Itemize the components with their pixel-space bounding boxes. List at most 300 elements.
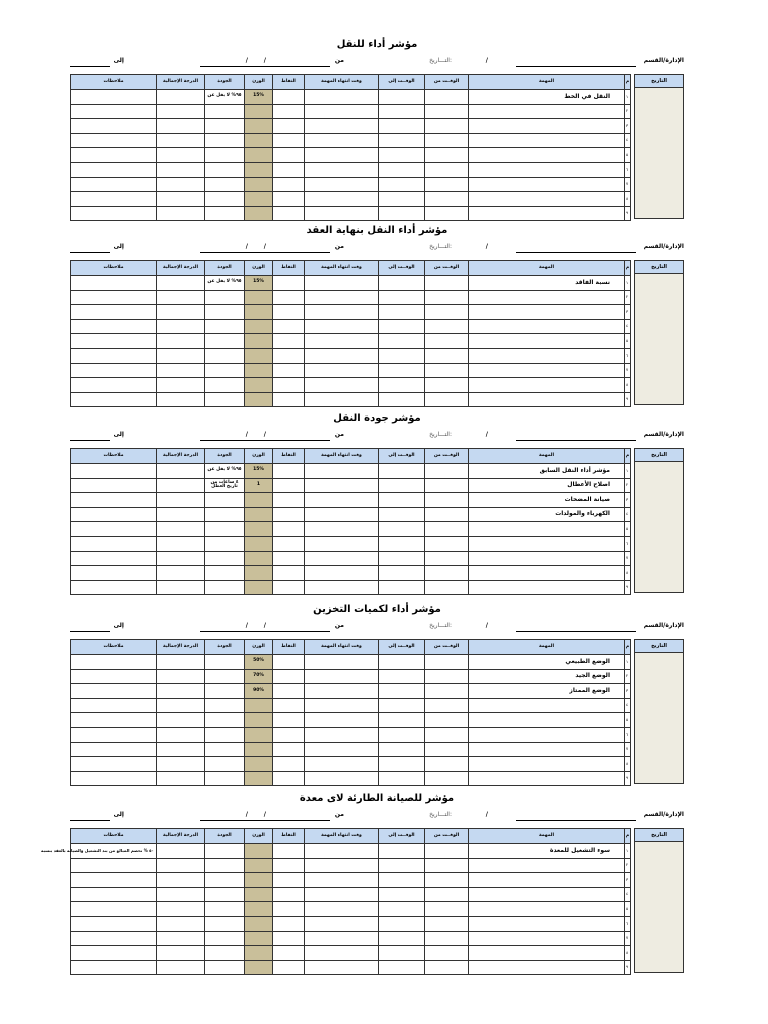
- finish-time-cell[interactable]: [305, 206, 379, 221]
- end-time-cell[interactable]: [379, 742, 425, 757]
- quality-cell[interactable]: [205, 206, 245, 221]
- total-cell[interactable]: [157, 319, 205, 334]
- task-cell[interactable]: الوضع الممتاز: [469, 684, 625, 699]
- quality-cell[interactable]: [205, 319, 245, 334]
- weight-cell[interactable]: [245, 305, 273, 320]
- task-cell[interactable]: مؤشر أداء النقل السابق: [469, 464, 625, 479]
- task-cell[interactable]: [469, 334, 625, 349]
- weight-cell[interactable]: [245, 960, 273, 975]
- start-time-cell[interactable]: [425, 319, 469, 334]
- points-cell[interactable]: [273, 148, 305, 163]
- end-time-cell[interactable]: [379, 363, 425, 378]
- total-cell[interactable]: [157, 580, 205, 595]
- start-time-cell[interactable]: [425, 392, 469, 407]
- weight-cell[interactable]: [245, 873, 273, 888]
- notes-cell[interactable]: [71, 348, 157, 363]
- points-cell[interactable]: [273, 478, 305, 493]
- quality-cell[interactable]: [205, 334, 245, 349]
- weight-cell[interactable]: 90%: [245, 684, 273, 699]
- notes-cell[interactable]: [71, 507, 157, 522]
- notes-cell[interactable]: [71, 551, 157, 566]
- finish-time-cell[interactable]: [305, 916, 379, 931]
- quality-cell[interactable]: [205, 551, 245, 566]
- start-time-cell[interactable]: [425, 902, 469, 917]
- finish-time-cell[interactable]: [305, 536, 379, 551]
- total-cell[interactable]: [157, 348, 205, 363]
- end-time-cell[interactable]: [379, 192, 425, 207]
- quality-cell[interactable]: [205, 305, 245, 320]
- weight-cell[interactable]: [245, 522, 273, 537]
- notes-cell[interactable]: [71, 104, 157, 119]
- notes-cell[interactable]: [71, 887, 157, 902]
- end-time-cell[interactable]: [379, 104, 425, 119]
- end-time-cell[interactable]: [379, 493, 425, 508]
- task-cell[interactable]: [469, 119, 625, 134]
- end-time-cell[interactable]: [379, 931, 425, 946]
- total-cell[interactable]: [157, 902, 205, 917]
- total-cell[interactable]: [157, 305, 205, 320]
- date-column-cell[interactable]: [634, 842, 684, 973]
- dept-field-line[interactable]: [516, 440, 636, 441]
- start-time-cell[interactable]: [425, 873, 469, 888]
- points-cell[interactable]: [273, 392, 305, 407]
- points-cell[interactable]: [273, 946, 305, 961]
- start-time-cell[interactable]: [425, 290, 469, 305]
- end-time-cell[interactable]: [379, 162, 425, 177]
- notes-cell[interactable]: [71, 916, 157, 931]
- finish-time-cell[interactable]: [305, 162, 379, 177]
- quality-cell[interactable]: [205, 916, 245, 931]
- weight-cell[interactable]: [245, 858, 273, 873]
- end-time-cell[interactable]: [379, 305, 425, 320]
- weight-cell[interactable]: [245, 493, 273, 508]
- task-cell[interactable]: [469, 946, 625, 961]
- task-cell[interactable]: [469, 363, 625, 378]
- points-cell[interactable]: [273, 493, 305, 508]
- finish-time-cell[interactable]: [305, 192, 379, 207]
- quality-cell[interactable]: [205, 858, 245, 873]
- notes-cell[interactable]: ٥٠ % تخصم المبالغ من بند التشغيل والصيانة بالعقد بنسبة: [71, 844, 157, 859]
- points-cell[interactable]: [273, 580, 305, 595]
- quality-cell[interactable]: [205, 148, 245, 163]
- quality-cell[interactable]: [205, 133, 245, 148]
- weight-cell[interactable]: [245, 580, 273, 595]
- notes-cell[interactable]: [71, 177, 157, 192]
- finish-time-cell[interactable]: [305, 363, 379, 378]
- to-field-line[interactable]: [70, 820, 110, 821]
- task-cell[interactable]: الوضع الجيد: [469, 669, 625, 684]
- quality-cell[interactable]: [205, 931, 245, 946]
- total-cell[interactable]: [157, 206, 205, 221]
- finish-time-cell[interactable]: [305, 90, 379, 105]
- finish-time-cell[interactable]: [305, 348, 379, 363]
- task-cell[interactable]: الكهرباء والمولدات: [469, 507, 625, 522]
- total-cell[interactable]: [157, 148, 205, 163]
- points-cell[interactable]: [273, 90, 305, 105]
- weight-cell[interactable]: [245, 742, 273, 757]
- start-time-cell[interactable]: [425, 276, 469, 291]
- notes-cell[interactable]: [71, 946, 157, 961]
- from-field-line[interactable]: [200, 66, 330, 67]
- end-time-cell[interactable]: [379, 771, 425, 786]
- start-time-cell[interactable]: [425, 887, 469, 902]
- end-time-cell[interactable]: [379, 90, 425, 105]
- end-time-cell[interactable]: [379, 858, 425, 873]
- quality-cell[interactable]: [205, 162, 245, 177]
- notes-cell[interactable]: [71, 319, 157, 334]
- points-cell[interactable]: [273, 844, 305, 859]
- weight-cell[interactable]: [245, 392, 273, 407]
- total-cell[interactable]: [157, 669, 205, 684]
- finish-time-cell[interactable]: [305, 551, 379, 566]
- task-cell[interactable]: [469, 192, 625, 207]
- quality-cell[interactable]: ٩٥% لا يقل عن: [205, 464, 245, 479]
- start-time-cell[interactable]: [425, 844, 469, 859]
- quality-cell[interactable]: [205, 392, 245, 407]
- total-cell[interactable]: [157, 742, 205, 757]
- notes-cell[interactable]: [71, 742, 157, 757]
- task-cell[interactable]: صيانة المضخات: [469, 493, 625, 508]
- end-time-cell[interactable]: [379, 551, 425, 566]
- weight-cell[interactable]: [245, 844, 273, 859]
- task-cell[interactable]: [469, 133, 625, 148]
- end-time-cell[interactable]: [379, 290, 425, 305]
- quality-cell[interactable]: [205, 290, 245, 305]
- total-cell[interactable]: [157, 873, 205, 888]
- notes-cell[interactable]: [71, 960, 157, 975]
- points-cell[interactable]: [273, 669, 305, 684]
- start-time-cell[interactable]: [425, 148, 469, 163]
- task-cell[interactable]: [469, 319, 625, 334]
- points-cell[interactable]: [273, 566, 305, 581]
- weight-cell[interactable]: [245, 698, 273, 713]
- weight-cell[interactable]: [245, 348, 273, 363]
- task-cell[interactable]: [469, 392, 625, 407]
- weight-cell[interactable]: [245, 148, 273, 163]
- start-time-cell[interactable]: [425, 771, 469, 786]
- points-cell[interactable]: [273, 727, 305, 742]
- points-cell[interactable]: [273, 887, 305, 902]
- task-cell[interactable]: [469, 858, 625, 873]
- end-time-cell[interactable]: [379, 960, 425, 975]
- points-cell[interactable]: [273, 177, 305, 192]
- quality-cell[interactable]: [205, 713, 245, 728]
- to-field-line[interactable]: [70, 440, 110, 441]
- start-time-cell[interactable]: [425, 363, 469, 378]
- total-cell[interactable]: [157, 655, 205, 670]
- weight-cell[interactable]: [245, 334, 273, 349]
- task-cell[interactable]: [469, 522, 625, 537]
- notes-cell[interactable]: [71, 305, 157, 320]
- start-time-cell[interactable]: [425, 551, 469, 566]
- total-cell[interactable]: [157, 727, 205, 742]
- finish-time-cell[interactable]: [305, 148, 379, 163]
- quality-cell[interactable]: [205, 363, 245, 378]
- points-cell[interactable]: [273, 119, 305, 134]
- total-cell[interactable]: [157, 887, 205, 902]
- finish-time-cell[interactable]: [305, 305, 379, 320]
- weight-cell[interactable]: [245, 162, 273, 177]
- points-cell[interactable]: [273, 192, 305, 207]
- total-cell[interactable]: [157, 684, 205, 699]
- total-cell[interactable]: [157, 844, 205, 859]
- from-field-line[interactable]: [200, 252, 330, 253]
- task-cell[interactable]: [469, 162, 625, 177]
- start-time-cell[interactable]: [425, 507, 469, 522]
- total-cell[interactable]: [157, 931, 205, 946]
- from-field-line[interactable]: [200, 820, 330, 821]
- points-cell[interactable]: [273, 858, 305, 873]
- points-cell[interactable]: [273, 378, 305, 393]
- notes-cell[interactable]: [71, 392, 157, 407]
- weight-cell[interactable]: 15%: [245, 464, 273, 479]
- task-cell[interactable]: الوضع الطبيعي: [469, 655, 625, 670]
- finish-time-cell[interactable]: [305, 334, 379, 349]
- notes-cell[interactable]: [71, 669, 157, 684]
- task-cell[interactable]: [469, 378, 625, 393]
- task-cell[interactable]: النقل في الخط: [469, 90, 625, 105]
- finish-time-cell[interactable]: [305, 478, 379, 493]
- notes-cell[interactable]: [71, 363, 157, 378]
- start-time-cell[interactable]: [425, 713, 469, 728]
- points-cell[interactable]: [273, 551, 305, 566]
- end-time-cell[interactable]: [379, 206, 425, 221]
- weight-cell[interactable]: [245, 363, 273, 378]
- end-time-cell[interactable]: [379, 276, 425, 291]
- end-time-cell[interactable]: [379, 119, 425, 134]
- task-cell[interactable]: [469, 771, 625, 786]
- notes-cell[interactable]: [71, 478, 157, 493]
- total-cell[interactable]: [157, 916, 205, 931]
- points-cell[interactable]: [273, 522, 305, 537]
- quality-cell[interactable]: [205, 104, 245, 119]
- end-time-cell[interactable]: [379, 507, 425, 522]
- points-cell[interactable]: [273, 133, 305, 148]
- task-cell[interactable]: [469, 536, 625, 551]
- points-cell[interactable]: [273, 290, 305, 305]
- start-time-cell[interactable]: [425, 960, 469, 975]
- weight-cell[interactable]: [245, 206, 273, 221]
- total-cell[interactable]: [157, 119, 205, 134]
- end-time-cell[interactable]: [379, 478, 425, 493]
- points-cell[interactable]: [273, 771, 305, 786]
- finish-time-cell[interactable]: [305, 464, 379, 479]
- start-time-cell[interactable]: [425, 931, 469, 946]
- task-cell[interactable]: اصلاح الأعطال: [469, 478, 625, 493]
- notes-cell[interactable]: [71, 873, 157, 888]
- quality-cell[interactable]: [205, 536, 245, 551]
- points-cell[interactable]: [273, 305, 305, 320]
- total-cell[interactable]: [157, 464, 205, 479]
- total-cell[interactable]: [157, 177, 205, 192]
- start-time-cell[interactable]: [425, 119, 469, 134]
- notes-cell[interactable]: [71, 522, 157, 537]
- quality-cell[interactable]: ٩٥% لا يقل عن: [205, 276, 245, 291]
- end-time-cell[interactable]: [379, 873, 425, 888]
- end-time-cell[interactable]: [379, 334, 425, 349]
- notes-cell[interactable]: [71, 698, 157, 713]
- notes-cell[interactable]: [71, 290, 157, 305]
- total-cell[interactable]: [157, 276, 205, 291]
- start-time-cell[interactable]: [425, 757, 469, 772]
- quality-cell[interactable]: ٤ ساعات من تاريخ العطل: [205, 478, 245, 493]
- date-column-cell[interactable]: [634, 88, 684, 219]
- weight-cell[interactable]: [245, 916, 273, 931]
- total-cell[interactable]: [157, 334, 205, 349]
- task-cell[interactable]: [469, 960, 625, 975]
- task-cell[interactable]: [469, 348, 625, 363]
- points-cell[interactable]: [273, 698, 305, 713]
- total-cell[interactable]: [157, 478, 205, 493]
- finish-time-cell[interactable]: [305, 931, 379, 946]
- quality-cell[interactable]: [205, 742, 245, 757]
- total-cell[interactable]: [157, 771, 205, 786]
- dept-field-line[interactable]: [516, 631, 636, 632]
- quality-cell[interactable]: [205, 960, 245, 975]
- points-cell[interactable]: [273, 206, 305, 221]
- to-field-line[interactable]: [70, 66, 110, 67]
- points-cell[interactable]: [273, 536, 305, 551]
- end-time-cell[interactable]: [379, 727, 425, 742]
- quality-cell[interactable]: [205, 844, 245, 859]
- quality-cell[interactable]: [205, 669, 245, 684]
- start-time-cell[interactable]: [425, 133, 469, 148]
- total-cell[interactable]: [157, 162, 205, 177]
- weight-cell[interactable]: [245, 727, 273, 742]
- notes-cell[interactable]: [71, 119, 157, 134]
- end-time-cell[interactable]: [379, 522, 425, 537]
- task-cell[interactable]: [469, 566, 625, 581]
- quality-cell[interactable]: [205, 873, 245, 888]
- task-cell[interactable]: [469, 902, 625, 917]
- date-column-cell[interactable]: [634, 462, 684, 593]
- finish-time-cell[interactable]: [305, 493, 379, 508]
- start-time-cell[interactable]: [425, 90, 469, 105]
- weight-cell[interactable]: [245, 931, 273, 946]
- end-time-cell[interactable]: [379, 902, 425, 917]
- weight-cell[interactable]: [245, 902, 273, 917]
- start-time-cell[interactable]: [425, 206, 469, 221]
- finish-time-cell[interactable]: [305, 858, 379, 873]
- total-cell[interactable]: [157, 858, 205, 873]
- notes-cell[interactable]: [71, 858, 157, 873]
- total-cell[interactable]: [157, 493, 205, 508]
- start-time-cell[interactable]: [425, 493, 469, 508]
- finish-time-cell[interactable]: [305, 771, 379, 786]
- weight-cell[interactable]: [245, 713, 273, 728]
- start-time-cell[interactable]: [425, 334, 469, 349]
- task-cell[interactable]: [469, 580, 625, 595]
- points-cell[interactable]: [273, 334, 305, 349]
- quality-cell[interactable]: [205, 698, 245, 713]
- quality-cell[interactable]: [205, 727, 245, 742]
- start-time-cell[interactable]: [425, 305, 469, 320]
- finish-time-cell[interactable]: [305, 844, 379, 859]
- notes-cell[interactable]: [71, 902, 157, 917]
- task-cell[interactable]: [469, 742, 625, 757]
- end-time-cell[interactable]: [379, 566, 425, 581]
- quality-cell[interactable]: [205, 902, 245, 917]
- finish-time-cell[interactable]: [305, 319, 379, 334]
- quality-cell[interactable]: [205, 507, 245, 522]
- date-column-cell[interactable]: [634, 274, 684, 405]
- quality-cell[interactable]: [205, 887, 245, 902]
- finish-time-cell[interactable]: [305, 392, 379, 407]
- points-cell[interactable]: [273, 319, 305, 334]
- finish-time-cell[interactable]: [305, 580, 379, 595]
- points-cell[interactable]: [273, 742, 305, 757]
- total-cell[interactable]: [157, 960, 205, 975]
- total-cell[interactable]: [157, 104, 205, 119]
- task-cell[interactable]: [469, 887, 625, 902]
- notes-cell[interactable]: [71, 162, 157, 177]
- notes-cell[interactable]: [71, 566, 157, 581]
- dept-field-line[interactable]: [516, 66, 636, 67]
- weight-cell[interactable]: [245, 104, 273, 119]
- notes-cell[interactable]: [71, 378, 157, 393]
- end-time-cell[interactable]: [379, 713, 425, 728]
- end-time-cell[interactable]: [379, 177, 425, 192]
- finish-time-cell[interactable]: [305, 119, 379, 134]
- notes-cell[interactable]: [71, 493, 157, 508]
- finish-time-cell[interactable]: [305, 276, 379, 291]
- weight-cell[interactable]: [245, 507, 273, 522]
- weight-cell[interactable]: [245, 566, 273, 581]
- weight-cell[interactable]: [245, 192, 273, 207]
- start-time-cell[interactable]: [425, 464, 469, 479]
- start-time-cell[interactable]: [425, 536, 469, 551]
- weight-cell[interactable]: [245, 378, 273, 393]
- end-time-cell[interactable]: [379, 669, 425, 684]
- notes-cell[interactable]: [71, 334, 157, 349]
- total-cell[interactable]: [157, 698, 205, 713]
- start-time-cell[interactable]: [425, 192, 469, 207]
- quality-cell[interactable]: ٩٥% لا يقل عن: [205, 90, 245, 105]
- notes-cell[interactable]: [71, 580, 157, 595]
- end-time-cell[interactable]: [379, 844, 425, 859]
- points-cell[interactable]: [273, 348, 305, 363]
- quality-cell[interactable]: [205, 946, 245, 961]
- total-cell[interactable]: [157, 90, 205, 105]
- points-cell[interactable]: [273, 757, 305, 772]
- finish-time-cell[interactable]: [305, 713, 379, 728]
- start-time-cell[interactable]: [425, 177, 469, 192]
- total-cell[interactable]: [157, 522, 205, 537]
- task-cell[interactable]: [469, 757, 625, 772]
- start-time-cell[interactable]: [425, 655, 469, 670]
- notes-cell[interactable]: [71, 90, 157, 105]
- weight-cell[interactable]: [245, 551, 273, 566]
- points-cell[interactable]: [273, 276, 305, 291]
- start-time-cell[interactable]: [425, 566, 469, 581]
- task-cell[interactable]: [469, 916, 625, 931]
- finish-time-cell[interactable]: [305, 133, 379, 148]
- finish-time-cell[interactable]: [305, 742, 379, 757]
- total-cell[interactable]: [157, 757, 205, 772]
- points-cell[interactable]: [273, 507, 305, 522]
- points-cell[interactable]: [273, 655, 305, 670]
- notes-cell[interactable]: [71, 771, 157, 786]
- task-cell[interactable]: [469, 206, 625, 221]
- notes-cell[interactable]: [71, 757, 157, 772]
- notes-cell[interactable]: [71, 536, 157, 551]
- finish-time-cell[interactable]: [305, 902, 379, 917]
- notes-cell[interactable]: [71, 713, 157, 728]
- notes-cell[interactable]: [71, 655, 157, 670]
- end-time-cell[interactable]: [379, 684, 425, 699]
- finish-time-cell[interactable]: [305, 727, 379, 742]
- finish-time-cell[interactable]: [305, 946, 379, 961]
